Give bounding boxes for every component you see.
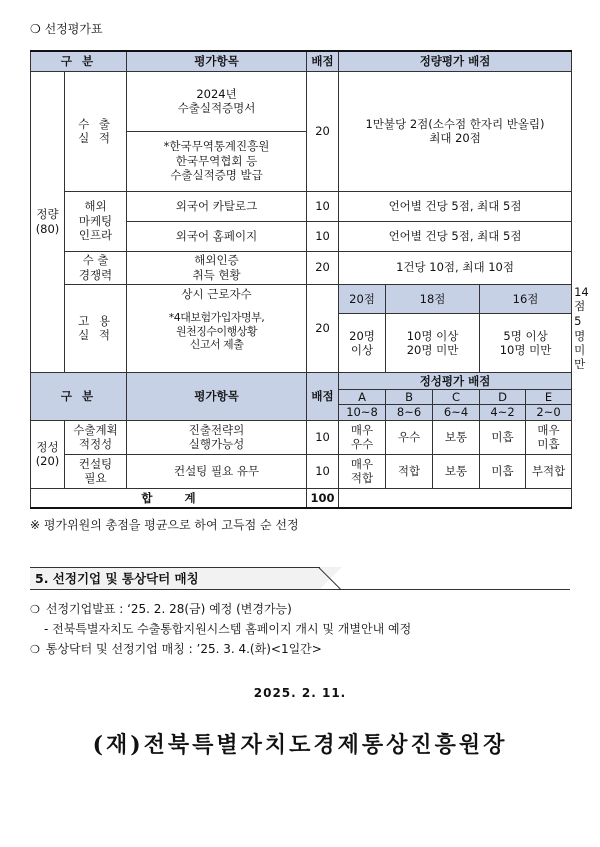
employ-item [127, 284, 307, 372]
compete-item: 해외인증 취득 현황 [127, 251, 307, 284]
homepage-criteria: 언어별 건당 5점, 최대 5점 [339, 221, 572, 251]
employ-range: 10명 이상 20명 미만 [386, 314, 480, 373]
compete-criteria: 1건당 10점, 최대 10점 [339, 251, 572, 284]
consult-label: 컨설팅 필요 [65, 454, 127, 488]
grade-letter: A [339, 389, 386, 404]
grade-letter: D [480, 389, 526, 404]
plan-grade: 매우 우수 [339, 420, 386, 454]
total-label: 합 계 [31, 488, 307, 508]
employ-weight: 20 [307, 284, 339, 372]
selection-note: ※ 평가위원의 총점을 평균으로 하여 고득점 순 선정 [30, 518, 299, 532]
plan-grade: 보통 [433, 420, 480, 454]
grade-range: 8~6 [386, 405, 433, 420]
compete-label: 수 출 경쟁력 [65, 251, 127, 284]
employ-item-2: *4대보험가입자명부, 원천징수이행상황 신고서 제출 [168, 310, 265, 352]
header-category: 구 분 [31, 51, 127, 71]
plan-grade: 우수 [386, 420, 433, 454]
catalog-item: 외국어 카탈로그 [127, 191, 307, 221]
export-weight: 20 [307, 71, 339, 191]
header-criteria: 정량평가 배점 [339, 51, 572, 71]
qual-group-label: 정성 (20) [31, 420, 65, 488]
grade-range: 4~2 [480, 405, 526, 420]
plan-weight: 10 [307, 420, 339, 454]
employ-range: 20명 이상 [339, 314, 386, 373]
grade-range: 2~0 [526, 405, 572, 420]
catalog-weight: 10 [307, 191, 339, 221]
plan-label: 수출계획 적정성 [65, 420, 127, 454]
header-weight: 배점 [307, 51, 339, 71]
grade-range: 6~4 [433, 405, 480, 420]
bullet-matching: ❍ 통상닥터 및 선정기업 매칭 : ’25. 3. 4.(화)<1일간> [30, 642, 322, 656]
catalog-criteria: 언어별 건당 5점, 최대 5점 [339, 191, 572, 221]
export-item-2: *한국무역통계진흥원 한국무역협회 등 수출실적증명 발급 [127, 131, 307, 191]
employ-range: 5명 이상 10명 미만 [480, 314, 572, 373]
section5-title: 5. 선정기업 및 통상닥터 매칭 [30, 567, 320, 589]
quant-group-label: 정량 (80) [31, 71, 65, 372]
export-item-1: 2024년 수출실적증명서 [127, 71, 307, 131]
bullet-homepage-notice: - 전북특별자치도 수출통합지원시스템 홈페이지 개시 및 개별안내 예정 [44, 622, 412, 636]
evaluation-table: 구 분 평가항목 배점 정량평가 배점 정량 (80) 수 출 실 적 2024년 수출실적증명서 20 1만불당 2점(소수점 한자리 반올림) 최대 20점 *한국무역통계진흥원 한국무역협회 등 수출실적증명 발급 해외 마케팅 인프라 외국어 카탈로그 10 언어별 건당 5점, 최대 5점 외국어 홈페이지 10 언어별 건당 5점, 최대 5점 수 출 경쟁력 해외인증 취득 현황 20 1건당 10점, 최대 10점 고 용 실 적 상시 근로자수 *4대보험가입자명부, 원천징수이행상황 신고서 제출 20 20점 18점 16점 14점 20명 이상 10명 이상 20명 미만 5명 이상 10명 미만 5명 미만 구 분 평가항목 배점 정성평가 배점 A B C D E 10~8 8~6 6~4 4~2 2~0 정성 (20) 수출계획 적정성 진출전략의 실행가능성 10 매우 우수 우수 보통 미흡 매우 미흡 컨설팅 필요 컨설팅 필요 유무 10 매우 적합 적합 보통 미흡 부적합 합 계 100 [30, 50, 572, 509]
plan-grade: 매우 미흡 [526, 420, 572, 454]
consult-grade: 보통 [433, 454, 480, 488]
homepage-weight: 10 [307, 221, 339, 251]
compete-weight: 20 [307, 251, 339, 284]
issuer-signature: (재)전북특별자치도경제통상진흥원장 [92, 732, 508, 758]
qual-header-item: 평가항목 [127, 372, 307, 420]
banner-tail [320, 567, 342, 589]
employ-score: 16점 [480, 284, 572, 314]
grade-letter: B [386, 389, 433, 404]
plan-item: 진출전략의 실행가능성 [127, 420, 307, 454]
export-criteria: 1만불당 2점(소수점 한자리 반올림) 최대 20점 [339, 71, 572, 191]
document-date: 2025. 2. 11. [253, 686, 347, 700]
consult-grade: 미흡 [480, 454, 526, 488]
circle-bullet-icon: ❍ [30, 643, 40, 656]
qual-header-criteria: 정성평가 배점 [339, 372, 572, 389]
consult-grade: 매우 적합 [339, 454, 386, 488]
infra-label: 해외 마케팅 인프라 [65, 191, 127, 251]
consult-weight: 10 [307, 454, 339, 488]
grade-letter: E [526, 389, 572, 404]
grade-letter: C [433, 389, 480, 404]
consult-grade: 적합 [386, 454, 433, 488]
employ-score: 20점 [339, 284, 386, 314]
qual-header-weight: 배점 [307, 372, 339, 420]
header-item: 평가항목 [127, 51, 307, 71]
employ-score: 18점 [386, 284, 480, 314]
qual-header-category: 구 분 [31, 372, 127, 420]
bullet-announcement: ❍ 선정기업발표 : ‘25. 2. 28(금) 예정 (변경가능) [30, 602, 292, 616]
total-empty [339, 488, 572, 508]
export-label: 수 출 실 적 [65, 71, 127, 191]
section-title: ❍ 선정평가표 [30, 22, 103, 36]
employ-item-1: 상시 근로자수 [181, 286, 252, 301]
banner-rule [30, 589, 570, 590]
employ-label: 고 용 실 적 [65, 284, 127, 372]
consult-item: 컨설팅 필요 유무 [127, 454, 307, 488]
circle-bullet-icon: ❍ [30, 603, 40, 616]
plan-grade: 미흡 [480, 420, 526, 454]
total-weight: 100 [307, 488, 339, 508]
grade-range: 10~8 [339, 405, 386, 420]
homepage-item: 외국어 홈페이지 [127, 221, 307, 251]
consult-grade: 부적합 [526, 454, 572, 488]
